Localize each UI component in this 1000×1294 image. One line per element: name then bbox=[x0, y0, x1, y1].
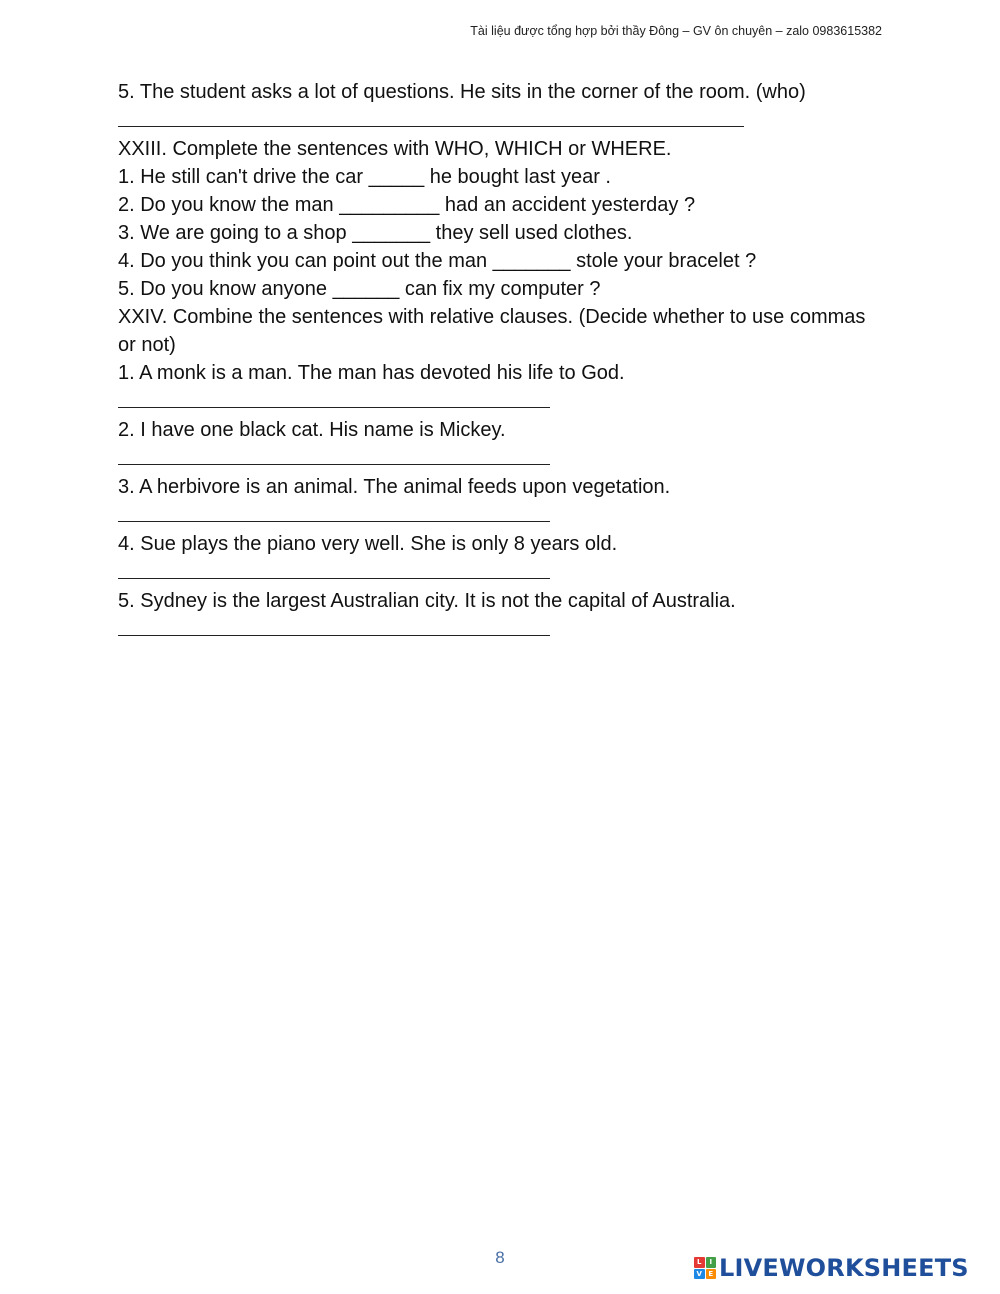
logo-letter-i: I bbox=[706, 1257, 717, 1268]
question-xxiii-3: 3. We are going to a shop _______ they sell used clothes. bbox=[118, 222, 633, 244]
answer-line-xxiv-5[interactable] bbox=[118, 615, 550, 636]
question-xxiv-5: 5. Sydney is the largest Australian city. It is not the capital of Australia. bbox=[118, 590, 736, 612]
brand-name: LIVEWORKSHEETS bbox=[719, 1254, 969, 1282]
question-xxiv-4: 4. Sue plays the piano very well. She is only 8 years old. bbox=[118, 533, 618, 555]
answer-line-xxiv-3[interactable] bbox=[118, 501, 550, 522]
question-xxiv-2: 2. I have one black cat. His name is Mickey. bbox=[118, 419, 506, 441]
page-number: 8 bbox=[495, 1248, 505, 1267]
question-xxiii-1: 1. He still can't drive the car _____ he bought last year . bbox=[118, 166, 611, 188]
section-title-xxiii: XXIII. Complete the sentences with WHO, WHICH or WHERE. bbox=[118, 138, 672, 160]
question-xxiii-2: 2. Do you know the man _________ had an accident yesterday ? bbox=[118, 194, 696, 216]
liveworksheets-icon bbox=[694, 1257, 716, 1279]
question-xxiii-4: 4. Do you think you can point out the man _______ stole your bracelet ? bbox=[118, 250, 757, 272]
question-xxiv-1: 1. A monk is a man. The man has devoted his life to God. bbox=[118, 362, 625, 384]
question-xxiv-3: 3. A herbivore is an animal. The animal feeds upon vegetation. bbox=[118, 476, 671, 498]
logo-letter-v: V bbox=[694, 1269, 705, 1280]
answer-line-xxiv-4[interactable] bbox=[118, 558, 550, 579]
question-prev-5: 5. The student asks a lot of questions. He sits in the corner of the room. (who) bbox=[118, 81, 806, 103]
answer-line-xxiv-1[interactable] bbox=[118, 387, 550, 408]
logo-letter-l: L bbox=[694, 1257, 705, 1268]
liveworksheets-logo[interactable] bbox=[694, 1254, 969, 1282]
answer-line-prev-5[interactable] bbox=[118, 106, 744, 127]
worksheet-content bbox=[118, 78, 878, 644]
page-header: Tài liệu được tổng hợp bởi thầy Đông – GV ôn chuyên – zalo 0983615382 bbox=[470, 24, 882, 38]
section-title-xxiv: XXIV. Combine the sentences with relative clauses. (Decide whether to use commas or not) bbox=[118, 306, 866, 356]
logo-letter-e: E bbox=[706, 1269, 717, 1280]
question-xxiii-5: 5. Do you know anyone ______ can fix my computer ? bbox=[118, 278, 601, 300]
answer-line-xxiv-2[interactable] bbox=[118, 444, 550, 465]
